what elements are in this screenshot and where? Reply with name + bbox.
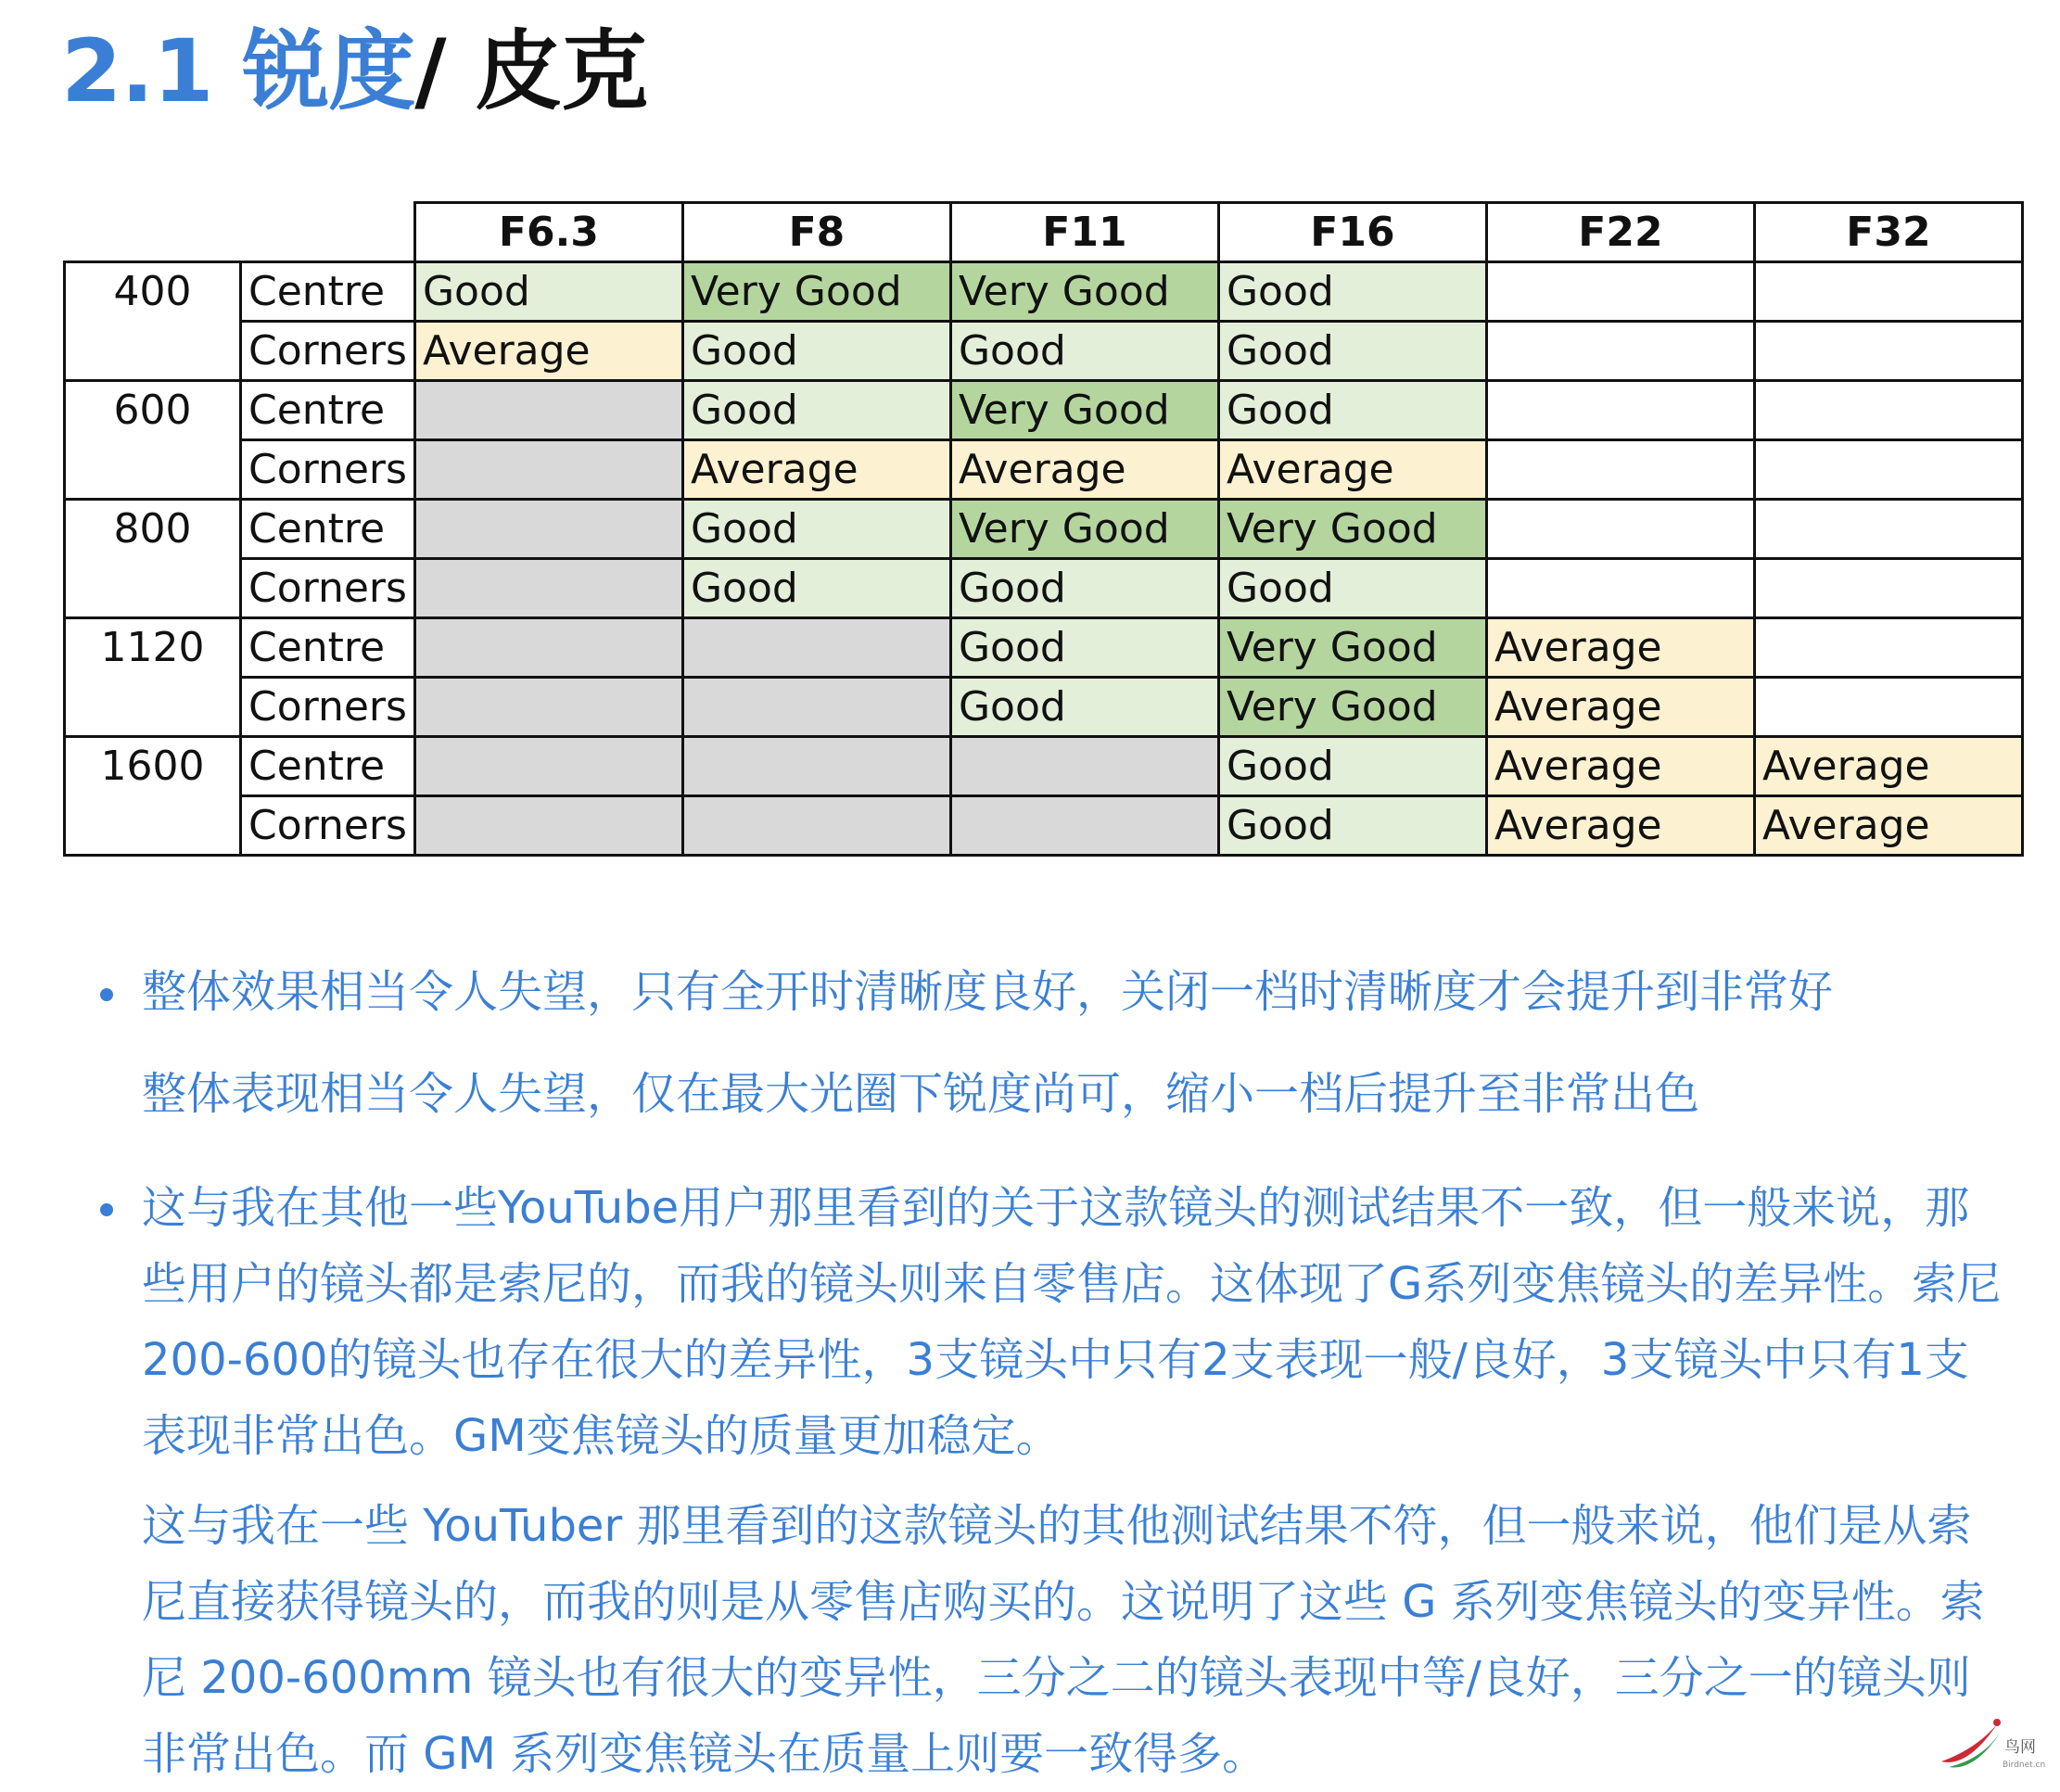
rating-cell (414, 796, 682, 856)
rating-cell: Average (414, 322, 682, 381)
rating-cell: Average (1486, 618, 1754, 678)
position-cell: Centre (241, 381, 415, 440)
rating-cell: Good (1218, 322, 1486, 381)
rating-cell: Average (1218, 440, 1486, 500)
rating-cell: Average (1754, 737, 2022, 796)
rating-cell (682, 618, 950, 678)
rating-cell (950, 796, 1218, 856)
rating-cell: Average (1486, 737, 1754, 796)
table-row (65, 440, 2023, 500)
rating-cell (414, 381, 682, 440)
bullet-text-1: 整体效果相当令人失望，只有全开时清晰度良好，关闭一档时清晰度才会提升到非常好 (142, 966, 1834, 1018)
rating-cell: Average (682, 440, 950, 500)
rating-cell (414, 500, 682, 559)
rating-cell: Good (950, 559, 1218, 618)
rating-cell (1754, 440, 2022, 500)
rating-cell: Good (682, 381, 950, 440)
position-cell: Centre (241, 262, 415, 322)
rating-cell (682, 796, 950, 856)
rating-cell: Good (682, 322, 950, 381)
rating-cell: Good (950, 678, 1218, 737)
section-number: 2.1 锐度 (61, 21, 415, 122)
rating-cell (414, 559, 682, 618)
rating-cell (414, 618, 682, 678)
translation-text-1: 整体表现相当令人失望，仅在最大光圈下锐度尚可，缩小一档后提升至非常出色 (142, 1068, 1700, 1120)
section-title: / 皮克 (414, 21, 648, 122)
table-row (65, 322, 2023, 381)
rating-cell: Good (682, 500, 950, 559)
rating-cell (414, 678, 682, 737)
rating-cell: Average (1486, 796, 1754, 856)
position-cell: Corners (241, 440, 415, 500)
position-cell: Corners (241, 322, 415, 381)
rating-cell: Good (1218, 559, 1486, 618)
rating-cell: Average (1754, 796, 2022, 856)
header-blank (241, 203, 415, 262)
translation-text-2: 这与我在一些 YouTuber 那里看到的这款镜头的其他测试结果不符，但一般来说，他们是从索尼直接获得镜头的，而我的则是从零售店购买的。这说明了这些 G 系列变焦镜头的变异性。索尼 200-600mm 镜头也有很大的变异性，三分之二的镜头表现中等/良好，三分之一的镜头则非常出色。而 GM 系列变焦镜头在质量上则要一致得多。 (142, 1500, 1985, 1780)
rating-cell: Average (950, 440, 1218, 500)
aperture-header: F11 (950, 203, 1218, 262)
rating-cell (1754, 381, 2022, 440)
rating-cell: Average (1486, 678, 1754, 737)
rating-cell: Good (950, 618, 1218, 678)
rating-cell (1754, 262, 2022, 322)
table-row (65, 559, 2023, 618)
position-cell: Corners (241, 559, 415, 618)
bullet-dot (100, 1203, 113, 1216)
aperture-header: F22 (1486, 203, 1754, 262)
rating-cell: Good (1218, 262, 1486, 322)
rating-cell (1754, 618, 2022, 678)
rating-cell: Very Good (1218, 618, 1486, 678)
rating-cell: Good (950, 322, 1218, 381)
bird-logo-icon (1936, 1711, 2047, 1776)
watermark-en: Birdnet.cn (2003, 1760, 2046, 1770)
rating-cell: Very Good (682, 262, 950, 322)
table-row (65, 262, 2023, 322)
rating-cell (1486, 262, 1754, 322)
rating-cell: Very Good (1218, 678, 1486, 737)
position-cell: Corners (241, 796, 415, 856)
aperture-header-row (65, 203, 2023, 262)
rating-cell (1754, 678, 2022, 737)
position-cell: Corners (241, 678, 415, 737)
position-cell: Centre (241, 737, 415, 796)
sharpness-table (63, 201, 2024, 857)
rating-cell: Very Good (950, 381, 1218, 440)
position-cell: Centre (241, 618, 415, 678)
iso-cell: 1120 (65, 618, 241, 737)
rating-cell (414, 737, 682, 796)
section-heading (61, 17, 647, 128)
aperture-header: F6.3 (414, 203, 682, 262)
bullet-text-2: 这与我在其他一些YouTube用户那里看到的关于这款镜头的测试结果不一致，但一般来说，那些用户的镜头都是索尼的，而我的镜头则来自零售店。这体现了G系列变焦镜头的差异性。索尼200-600的镜头也存在很大的差异性，3支镜头中只有2支表现一般/良好，3支镜头中只有1支表现非常出色。GM变焦镜头的质量更加稳定。 (142, 1182, 2002, 1462)
table-row (65, 737, 2023, 796)
rating-cell: Very Good (950, 500, 1218, 559)
iso-cell: 400 (65, 262, 241, 381)
rating-cell (1754, 559, 2022, 618)
rating-cell: Good (414, 262, 682, 322)
rating-cell (682, 737, 950, 796)
rating-cell (1486, 381, 1754, 440)
rating-cell: Good (1218, 796, 1486, 856)
rating-cell: Good (1218, 381, 1486, 440)
rating-cell (1486, 559, 1754, 618)
iso-cell: 800 (65, 500, 241, 618)
iso-cell: 1600 (65, 737, 241, 856)
rating-cell: Very Good (1218, 500, 1486, 559)
rating-cell (682, 678, 950, 737)
rating-cell: Good (1218, 737, 1486, 796)
table-row (65, 500, 2023, 559)
watermark-cn: 鸟网 (2004, 1738, 2036, 1757)
position-cell: Centre (241, 500, 415, 559)
table-row (65, 678, 2023, 737)
bullet-dot (100, 988, 113, 1001)
table-row (65, 618, 2023, 678)
rating-cell (414, 440, 682, 500)
rating-cell: Good (682, 559, 950, 618)
rating-cell: Very Good (950, 262, 1218, 322)
rating-cell (1486, 440, 1754, 500)
rating-cell (1486, 500, 1754, 559)
rating-cell (1754, 322, 2022, 381)
rating-cell (1754, 500, 2022, 559)
rating-cell (1486, 322, 1754, 381)
aperture-header: F32 (1754, 203, 2022, 262)
header-blank (65, 203, 241, 262)
iso-cell: 600 (65, 381, 241, 500)
aperture-header: F8 (682, 203, 950, 262)
table-row (65, 381, 2023, 440)
aperture-header: F16 (1218, 203, 1486, 262)
rating-cell (950, 737, 1218, 796)
table-row (65, 796, 2023, 856)
